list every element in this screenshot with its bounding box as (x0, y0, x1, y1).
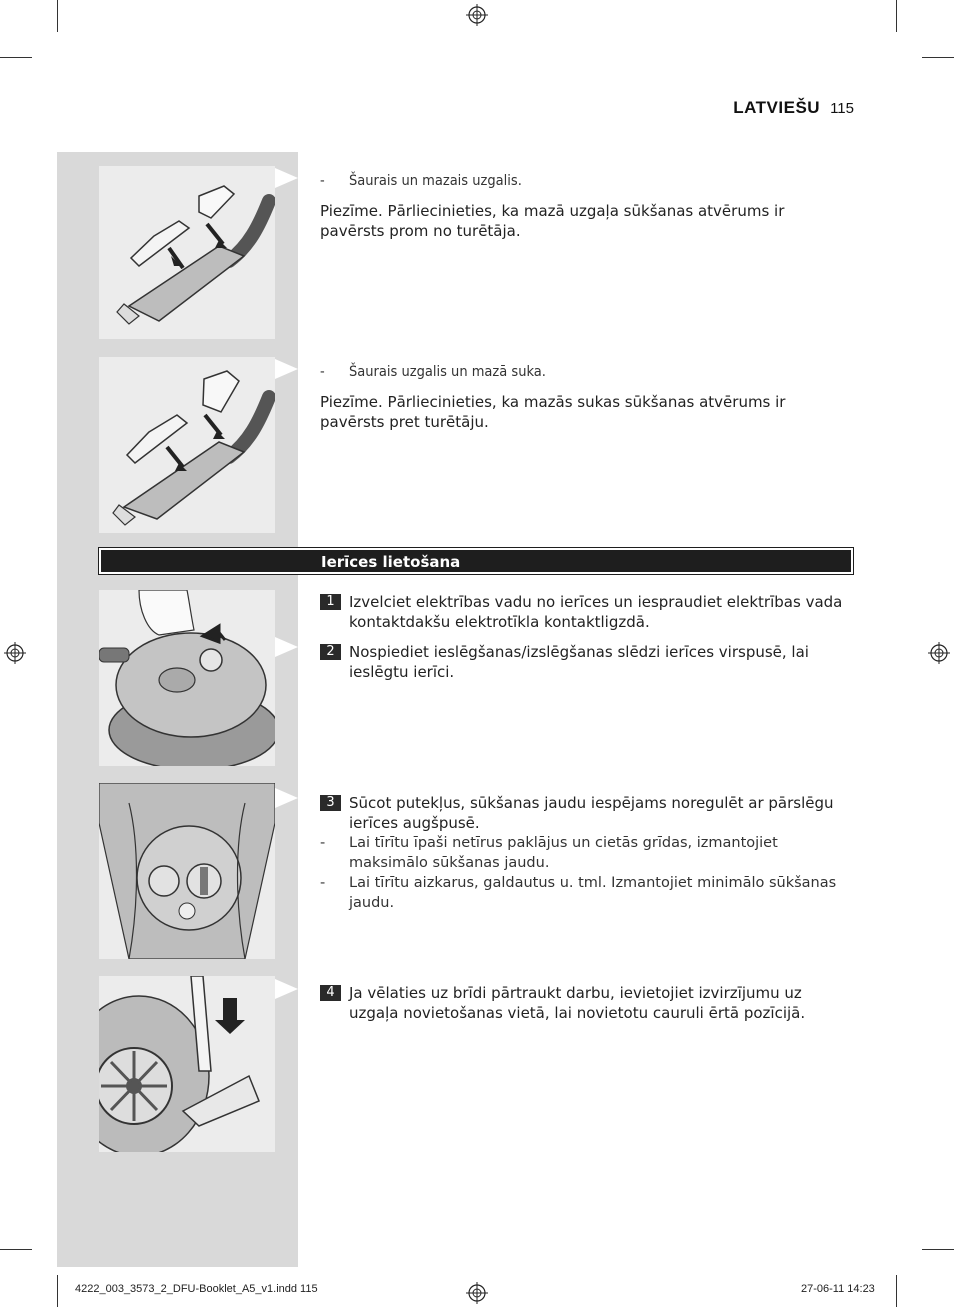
crop-mark (57, 0, 58, 32)
parking-position-illustration (99, 976, 275, 1152)
sub-item (320, 873, 853, 913)
step-item (320, 592, 853, 632)
step-number: 3 (320, 795, 341, 811)
page-number: 115 (830, 100, 854, 117)
pointer-notch (275, 788, 298, 808)
step-item (320, 983, 853, 1023)
dash-marker: - (320, 875, 326, 891)
footer-file-info: 4222_003_3573_2_DFU-Booklet_A5_v1.indd 115 (75, 1283, 318, 1295)
sub-item-text: Lai tīrītu aizkarus, galdautus u. tml. Izmantojiet minimālo sūkšanas jaudu. (349, 875, 837, 911)
step-item (320, 642, 853, 682)
steps-group-1 (320, 592, 853, 692)
crop-mark (922, 57, 954, 58)
item-text: Šaurais uzgalis un mazā suka. (349, 364, 546, 380)
sub-item-text: Lai tīrītu īpaši netīrus paklājus un cietās grīdas, izmantojiet maksimālo sūkšanas jaudu. (349, 835, 778, 871)
crop-mark (0, 57, 32, 58)
step-text: Izvelciet elektrības vadu no ierīces un iespraudiet elektrības vada kontaktdakšu elektrotīkla kontaktligzdā. (349, 593, 843, 631)
note-text: Piezīme. Pārliecinieties, ka mazā uzgaļa sūkšanas atvērums ir pavērsts prom no turētāja. (320, 202, 785, 240)
page-header (733, 98, 854, 118)
nozzle-attachment-illustration (99, 166, 275, 339)
language-heading: LATVIEŠU (733, 98, 821, 117)
section-heading-bar (99, 548, 853, 574)
section-title: Ierīces lietošana (321, 553, 461, 571)
dash-marker: - (320, 364, 325, 380)
step-number: 1 (320, 594, 341, 610)
step-text: Ja vēlaties uz brīdi pārtraukt darbu, ievietojiet izvirzījumu uz uzgaļa novietošanas vietā, lai novietotu cauruli ērtā pozīcijā. (349, 984, 806, 1022)
step-number: 2 (320, 644, 341, 660)
step-item (320, 793, 853, 833)
steps-group-2 (320, 793, 853, 913)
steps-group-3 (320, 983, 853, 1033)
item-text: Šaurais un mazais uzgalis. (349, 173, 522, 189)
registration-mark-icon (4, 642, 26, 664)
registration-mark-icon (466, 1282, 488, 1304)
crop-mark (896, 0, 897, 32)
crop-mark (57, 1275, 58, 1307)
attachment-item (320, 362, 853, 432)
crop-mark (0, 1249, 32, 1250)
power-switch-illustration (99, 590, 275, 766)
step-text: Sūcot putekļus, sūkšanas jaudu iespējams noregulēt ar pārslēgu ierīces augšpusē. (349, 794, 834, 832)
step-text: Nospiediet ieslēgšanas/izslēgšanas slēdzi ierīces virspusē, lai ieslēgtu ierīci. (349, 643, 809, 681)
pointer-notch (275, 168, 298, 188)
step-number: 4 (320, 985, 341, 1001)
note-text: Piezīme. Pārliecinieties, ka mazās sukas sūkšanas atvērums ir pavērsts pret turētāju. (320, 393, 786, 431)
footer-date: 27-06-11 14:23 (801, 1283, 875, 1295)
attachment-item (320, 171, 853, 241)
suction-control-illustration (99, 783, 275, 959)
sub-item (320, 833, 853, 873)
pointer-notch (275, 979, 298, 999)
dash-marker: - (320, 835, 326, 851)
pointer-notch (275, 359, 298, 379)
dash-marker: - (320, 173, 325, 189)
registration-mark-icon (928, 642, 950, 664)
pointer-notch (275, 637, 298, 657)
registration-mark-icon (466, 4, 488, 26)
crop-mark (896, 1275, 897, 1307)
brush-attachment-illustration (99, 357, 275, 533)
crop-mark (922, 1249, 954, 1250)
